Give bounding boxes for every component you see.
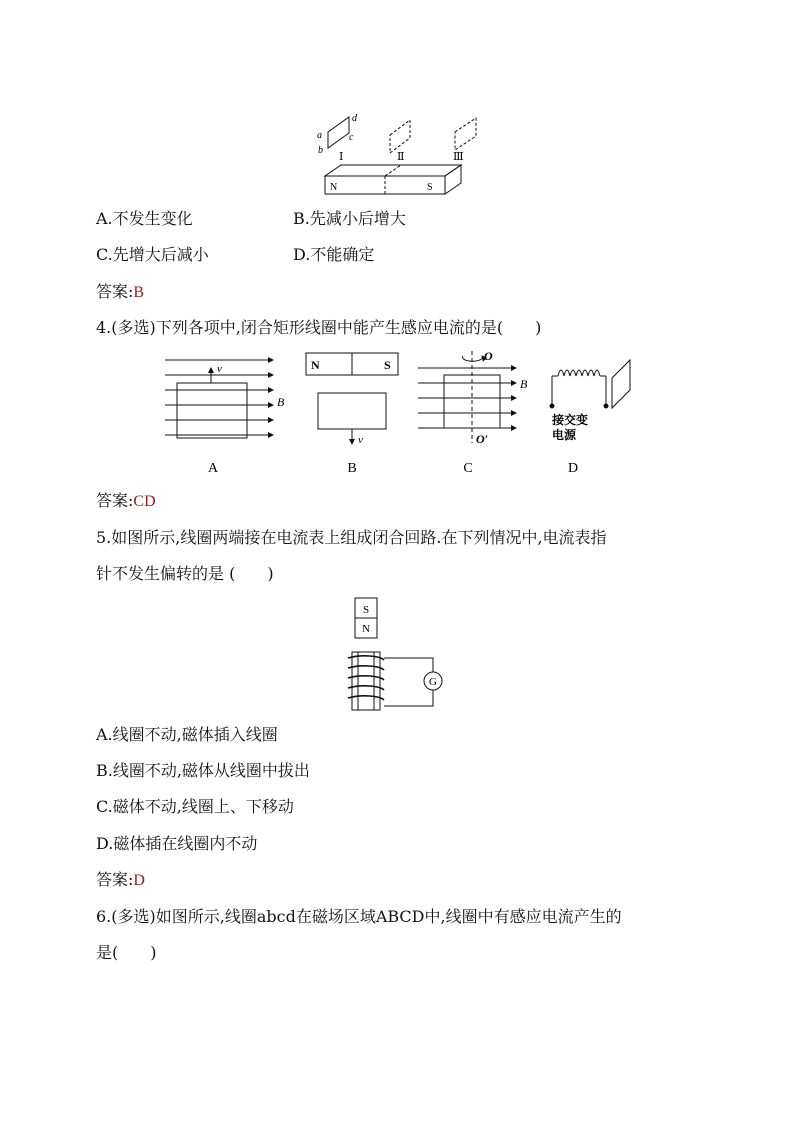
- q4-answer-label: 答案:: [96, 491, 134, 510]
- q3-option-a: A.不发生变化: [96, 209, 193, 228]
- q3-option-d: D.不能确定: [293, 245, 375, 264]
- q4-b-n: N: [311, 358, 320, 372]
- q5-answer: [96, 870, 145, 891]
- q4-figures: [160, 348, 650, 478]
- q4-c-o-label: O: [484, 349, 493, 363]
- q4-d-source-line2: 电源: [552, 428, 577, 442]
- q4-answer-value: CD: [133, 493, 156, 510]
- q3-magnet-figure: [312, 110, 482, 200]
- q5-stem-line2: 针不发生偏转的是 ( ): [96, 564, 274, 583]
- q4-b-s: S: [384, 358, 391, 372]
- q4-a-b-label: B: [277, 395, 285, 409]
- q3-coil-position-2: [390, 120, 410, 153]
- q4-d-source-line1: 接交变: [552, 413, 589, 427]
- q6-stem-line2: 是( ): [96, 943, 157, 962]
- q5-option-d: D.磁体插在线圈内不动: [96, 834, 258, 853]
- q4-b-caption: B: [347, 461, 357, 476]
- q5-option-a: A.线圈不动,磁体插入线圈: [96, 725, 278, 744]
- q4-d-caption: D: [567, 461, 579, 476]
- q3-magnet-top: [325, 165, 461, 176]
- q3-coil-position-3: [455, 118, 476, 150]
- q4-c-caption: C: [463, 461, 473, 476]
- q3-label-a: a: [317, 130, 322, 141]
- q3-label-III: Ⅲ: [453, 151, 464, 163]
- q3-magnet-s: S: [427, 182, 433, 193]
- q3-option-b: B.先减小后增大: [293, 209, 406, 228]
- q3-answer-value: B: [133, 284, 145, 301]
- q3-label-b: b: [318, 145, 323, 156]
- q4-c-o2-label: O′: [476, 432, 489, 446]
- q4-figure-b: [306, 353, 398, 476]
- q3-label-d: d: [352, 113, 357, 124]
- q3-magnet-side: [445, 165, 461, 194]
- q4-b-v-label: v: [358, 434, 363, 446]
- q5-magnet-n: N: [362, 623, 370, 635]
- q5-answer-value: D: [133, 872, 145, 889]
- q5-option-b: B.线圈不动,磁体从线圈中拔出: [96, 761, 310, 780]
- q4-figure-a: [165, 360, 285, 476]
- q3-option-c: C.先增大后减小: [96, 245, 209, 264]
- q3-answer: [96, 282, 144, 303]
- q4-a-caption: A: [207, 461, 219, 476]
- q6-stem-line1: 6.(多选)如图所示,线圈abcd在磁场区域ABCD中,线圈中有感应电流产生的: [96, 907, 622, 926]
- q3-label-c: c: [349, 132, 354, 143]
- q4-figure-c: [418, 349, 528, 476]
- q3-label-II: Ⅱ: [397, 151, 405, 163]
- q3-coil-position-1: [328, 117, 349, 148]
- q3-magnet-n: N: [330, 182, 338, 193]
- q5-galvanometer-label: G: [429, 676, 437, 688]
- q3-magnet-midline-top: [385, 165, 401, 176]
- q5-coil-figure: [340, 596, 450, 716]
- q5-option-c: C.磁体不动,线圈上、下移动: [96, 797, 294, 816]
- q5-stem-line1: 5.如图所示,线圈两端接在电流表上组成闭合回路.在下列情况中,电流表指: [96, 528, 607, 547]
- q4-answer: [96, 491, 156, 512]
- q4-figure-d: [550, 360, 631, 476]
- q3-answer-label: 答案:: [96, 282, 134, 301]
- q3-label-I: Ⅰ: [339, 151, 344, 163]
- q4-c-b-label: B: [520, 377, 528, 391]
- q4-stem: 4.(多选)下列各项中,闭合矩形线圈中能产生感应电流的是( ): [96, 318, 542, 337]
- q4-a-v-label: v: [217, 363, 222, 375]
- q5-answer-label: 答案:: [96, 870, 134, 889]
- q5-magnet-s: S: [362, 604, 370, 616]
